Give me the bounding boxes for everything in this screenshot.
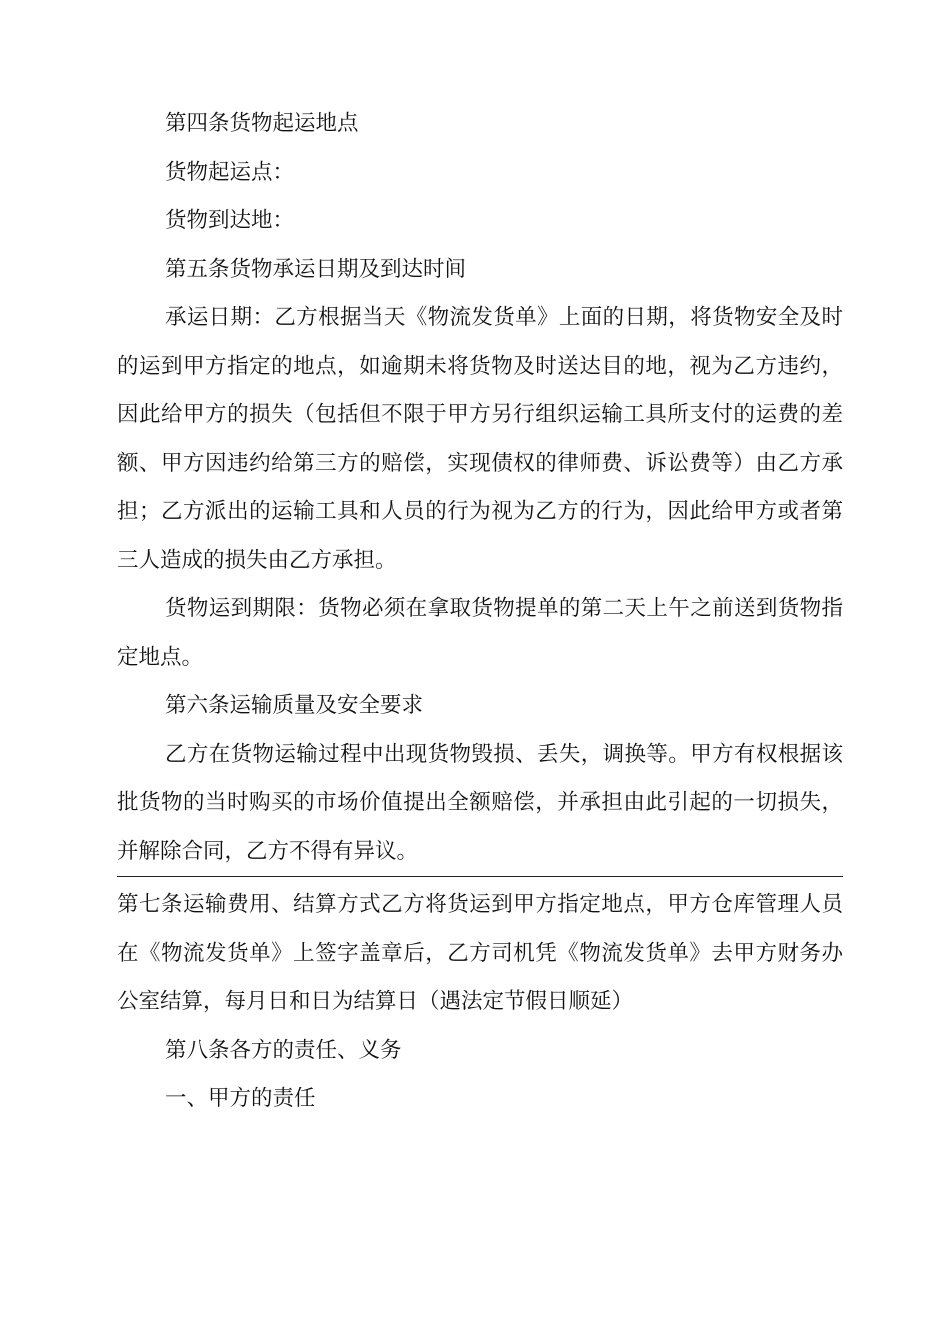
delivery-deadline-paragraph: 货物运到期限：货物必须在拿取货物提单的第二天上午之前送到货物指定地点。 xyxy=(117,596,843,670)
destination-line: 货物到达地： xyxy=(165,208,295,233)
origin-line: 货物起运点： xyxy=(165,159,295,185)
article-6-title: 第六条运输质量及安全要求 xyxy=(165,693,424,718)
article-5-title: 第五条货物承运日期及到达时间 xyxy=(165,256,467,282)
article-4-title: 第四条货物起运地点 xyxy=(165,111,359,136)
article-7-body: 第七条运输费用、结算方式乙方将货运到甲方指定地点，甲方仓库管理人员在《物流发货单》上签字盖章后，乙方司机凭《物流发货单》去甲方财务办公室结算，每月日和日为结算日（遇法定节假日顺延） xyxy=(117,892,843,1014)
document-body xyxy=(117,100,843,1124)
article-8-title: 第八条各方的责任、义务 xyxy=(165,1037,402,1063)
section-divider xyxy=(117,876,843,877)
party-a-duty-heading: 一、甲方的责任 xyxy=(165,1086,316,1111)
article-6-body: 乙方在货物运输过程中出现货物毁损、丢失，调换等。甲方有权根据该批货物的当时购买的市场价值提出全额赔偿，并承担由此引起的一切损失，并解除合同，乙方不得有异议。 xyxy=(117,741,843,864)
shipping-date-paragraph: 承运日期：乙方根据当天《物流发货单》上面的日期，将货物安全及时的运到甲方指定的地点，如逾期未将货物及时送达目的地，视为乙方违约，因此给甲方的损失（包括但不限于甲方另行组织运输工具所支付的运费的差额、甲方因违约给第三方的赔偿，实现债权的律师费、诉讼费等）由乙方承担；乙方派出的运输工具和人员的行为视为乙方的行为，因此给甲方或者第三人造成的损失由乙方承担。 xyxy=(117,305,843,573)
